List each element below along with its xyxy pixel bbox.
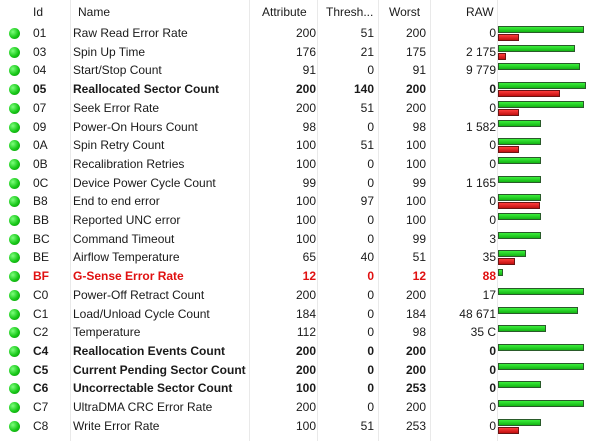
health-bars [498,137,598,154]
attribute-id: C6 [33,381,49,396]
attribute-value: 200 [295,26,316,40]
attribute-id: 01 [33,26,47,40]
table-row[interactable] [0,267,600,286]
threshold-value: 0 [367,63,374,78]
attribute-name: Recalibration Retries [73,156,185,171]
column-header-worst[interactable]: Worst [389,5,421,19]
attribute-id: C4 [33,343,49,358]
worst-value: 200 [405,400,426,414]
attribute-name: Spin Up Time [73,44,146,59]
health-bar-red [498,202,540,209]
attribute-id: BE [33,250,50,265]
raw-value: 0 [489,213,496,227]
threshold-value: 51 [360,100,374,115]
attribute-name: Reallocated Sector Count [73,82,220,97]
table-row[interactable] [0,230,600,249]
worst-value: 12 [412,269,426,284]
health-bars [498,175,598,192]
health-bar-red [498,34,519,41]
health-bars [498,193,598,210]
table-row[interactable] [0,24,600,43]
attribute-id: 03 [33,44,47,59]
health-bar-green [498,288,584,295]
status-ok-icon [9,365,20,376]
attribute-name: Raw Read Error Rate [73,26,188,40]
worst-value: 99 [412,231,426,246]
worst-value: 99 [412,175,426,190]
attribute-value: 98 [302,119,316,134]
table-row[interactable] [0,43,600,62]
threshold-value: 0 [367,343,374,358]
health-bar-green [498,213,541,220]
health-bars [498,119,598,136]
status-ok-icon [9,65,20,76]
status-ok-icon [9,215,20,226]
attribute-id: C8 [33,418,49,433]
health-bar-red [498,146,519,153]
attribute-value: 200 [295,362,316,377]
raw-value: 0 [489,26,496,40]
raw-value: 35 [482,250,496,265]
worst-value: 200 [405,82,426,97]
raw-value: 17 [482,287,496,302]
column-header-threshold[interactable]: Thresh... [326,5,374,19]
health-bar-green [498,269,503,276]
health-bar-red [498,427,519,434]
worst-value: 200 [405,343,426,358]
table-row[interactable] [0,80,600,99]
threshold-value: 0 [367,119,374,134]
status-ok-icon [9,271,20,282]
attribute-id: 04 [33,63,47,78]
health-bars [498,418,598,435]
attribute-value: 100 [295,231,316,246]
health-bars [498,25,598,42]
status-ok-icon [9,28,20,39]
attribute-name: Reallocation Events Count [73,343,226,358]
health-bars [498,287,598,304]
health-bar-red [498,53,506,60]
status-ok-icon [9,234,20,245]
health-bar-green [498,381,541,388]
attribute-value: 112 [296,325,316,340]
table-row[interactable] [0,342,600,361]
raw-value: 48 671 [459,306,496,321]
status-ok-icon [9,159,20,170]
health-bars [498,62,598,79]
table-row[interactable] [0,211,600,230]
threshold-value: 21 [360,44,374,59]
threshold-value: 51 [360,138,374,153]
raw-value: 1 165 [465,175,496,190]
attribute-id: C5 [33,362,49,377]
raw-value: 0 [489,194,496,209]
column-header-name[interactable]: Name [78,5,111,19]
raw-value: 0 [489,400,496,414]
threshold-value: 0 [367,400,374,414]
table-row[interactable] [0,174,600,193]
raw-value: 0 [489,381,496,396]
health-bar-green [498,344,584,351]
worst-value: 200 [405,362,426,377]
raw-value: 0 [489,418,496,433]
attribute-id: B8 [33,194,48,209]
attribute-name: Start/Stop Count [73,63,162,78]
attribute-id: 07 [33,100,47,115]
worst-value: 200 [405,26,426,40]
health-bar-green [498,250,526,257]
attribute-id: C2 [33,325,49,340]
attribute-name: Uncorrectable Sector Count [73,381,233,396]
health-bar-green [498,176,541,183]
health-bar-green [498,232,541,239]
attribute-value: 100 [295,194,316,209]
attribute-id: BC [33,231,50,246]
raw-value: 0 [489,82,496,97]
status-ok-icon [9,421,20,432]
health-bar-green [498,120,541,127]
worst-value: 100 [405,213,426,227]
table-row[interactable] [0,361,600,380]
threshold-value: 0 [367,156,374,171]
attribute-name: Temperature [73,325,141,340]
status-ok-icon [9,252,20,263]
raw-value: 0 [489,138,496,153]
health-bar-green [498,363,584,370]
attribute-value: 99 [302,175,316,190]
threshold-value: 0 [367,381,374,396]
attribute-value: 200 [295,287,316,302]
status-ok-icon [9,346,20,357]
table-row[interactable] [0,305,600,324]
attribute-name: Airflow Temperature [73,250,180,265]
threshold-value: 51 [360,26,374,40]
attribute-name: Spin Retry Count [73,138,165,153]
table-row[interactable] [0,417,600,436]
health-bars [498,212,598,229]
threshold-value: 0 [367,269,374,284]
raw-value: 0 [489,100,496,115]
worst-value: 98 [412,119,426,134]
threshold-value: 0 [367,231,374,246]
health-bars [498,399,598,416]
attribute-id: 0C [33,175,49,190]
status-ok-icon [9,140,20,151]
status-ok-icon [9,290,20,301]
column-header-id[interactable]: Id [33,5,44,19]
attribute-name: Load/Unload Cycle Count [73,306,210,321]
raw-value: 0 [489,156,496,171]
attribute-value: 200 [295,400,316,414]
health-bar-green [498,26,584,33]
health-bars [498,156,598,173]
health-bars [498,44,598,61]
health-bars [498,343,598,360]
attribute-name: Current Pending Sector Count [73,362,246,377]
attribute-value: 100 [295,381,316,396]
status-ok-icon [9,103,20,114]
attribute-name: Power-On Hours Count [73,119,198,134]
table-row[interactable] [0,192,600,211]
attribute-id: BB [33,213,50,227]
threshold-value: 40 [360,250,374,265]
attribute-value: 200 [295,82,316,97]
attribute-id: 0A [33,138,48,153]
health-bar-red [498,109,519,116]
attribute-value: 200 [295,343,316,358]
attribute-name: G-Sense Error Rate [73,269,184,284]
health-bars [498,249,598,266]
attribute-id: 0B [33,156,48,171]
health-bars [498,231,598,248]
attribute-value: 100 [295,138,316,153]
column-header-attribute[interactable]: Attribute [262,5,307,19]
health-bars [498,306,598,323]
attribute-name: Device Power Cycle Count [73,175,216,190]
attribute-value: 100 [295,418,316,433]
worst-value: 184 [405,306,426,321]
status-ok-icon [9,178,20,189]
table-row[interactable] [0,379,600,398]
raw-value: 0 [489,343,496,358]
threshold-value: 97 [360,194,374,209]
threshold-value: 51 [360,418,374,433]
health-bars [498,100,598,117]
worst-value: 253 [405,381,426,396]
table-row[interactable] [0,118,600,137]
threshold-value: 0 [367,175,374,190]
health-bar-red [498,90,560,97]
status-ok-icon [9,84,20,95]
attribute-value: 91 [302,63,316,78]
status-ok-icon [9,327,20,338]
attribute-name: UltraDMA CRC Error Rate [73,400,213,414]
raw-value: 9 779 [465,63,496,78]
health-bar-green [498,63,580,70]
threshold-value: 0 [367,287,374,302]
attribute-name: Command Timeout [73,231,175,246]
table-row[interactable] [0,323,600,342]
health-bar-green [498,45,575,52]
threshold-value: 0 [367,362,374,377]
attribute-name: End to end error [73,194,160,209]
status-ok-icon [9,383,20,394]
table-row[interactable] [0,398,600,417]
health-bar-green [498,157,541,164]
threshold-value: 0 [367,213,374,227]
worst-value: 200 [405,287,426,302]
table-row[interactable] [0,99,600,118]
attribute-id: BF [33,269,49,284]
threshold-value: 0 [367,306,374,321]
health-bar-green [498,101,584,108]
attribute-name: Reported UNC error [73,213,181,227]
health-bars [498,324,598,341]
worst-value: 91 [412,63,426,78]
worst-value: 51 [412,250,426,265]
health-bars [498,268,598,285]
attribute-value: 65 [302,250,316,265]
attribute-id: 09 [33,119,47,134]
worst-value: 253 [405,418,426,433]
table-header [0,0,600,24]
worst-value: 98 [412,325,426,340]
status-ok-icon [9,309,20,320]
health-bar-green [498,138,541,145]
threshold-value: 0 [367,325,374,340]
health-bar-green [498,419,541,426]
attribute-value: 176 [295,44,316,59]
health-bar-green [498,307,578,314]
threshold-value: 140 [353,82,374,97]
status-ok-icon [9,402,20,413]
worst-value: 100 [405,138,426,153]
attribute-name: Seek Error Rate [73,100,160,115]
raw-value: 3 [489,231,496,246]
health-bar-green [498,194,541,201]
column-header-raw[interactable]: RAW [466,5,494,19]
attribute-value: 200 [295,100,316,115]
attribute-id: C1 [33,306,49,321]
attribute-id: 05 [33,82,47,97]
table-row[interactable] [0,248,600,267]
raw-value: 1 582 [465,119,496,134]
attribute-name: Power-Off Retract Count [73,287,205,302]
attribute-id: C0 [33,287,49,302]
health-bars [498,380,598,397]
table-row[interactable] [0,136,600,155]
status-ok-icon [9,196,20,207]
raw-value: 0 [489,362,496,377]
status-ok-icon [9,47,20,58]
health-bars [498,362,598,379]
worst-value: 100 [405,194,426,209]
health-bar-green [498,325,546,332]
attribute-name: Write Error Rate [73,418,160,433]
raw-value: 88 [482,269,496,284]
attribute-value: 100 [295,156,316,171]
attribute-value: 184 [295,306,316,321]
worst-value: 200 [405,100,426,115]
raw-value: 35 C [470,325,496,340]
health-bar-red [498,258,515,265]
table-row[interactable] [0,61,600,80]
health-bar-green [498,82,586,89]
attribute-value: 100 [295,213,316,227]
worst-value: 100 [405,156,426,171]
status-ok-icon [9,122,20,133]
health-bar-green [498,400,584,407]
table-row[interactable] [0,286,600,305]
attribute-id: C7 [33,400,49,414]
health-bars [498,81,598,98]
table-row[interactable] [0,155,600,174]
attribute-value: 12 [302,269,316,284]
worst-value: 175 [405,44,426,59]
raw-value: 2 175 [465,44,496,59]
